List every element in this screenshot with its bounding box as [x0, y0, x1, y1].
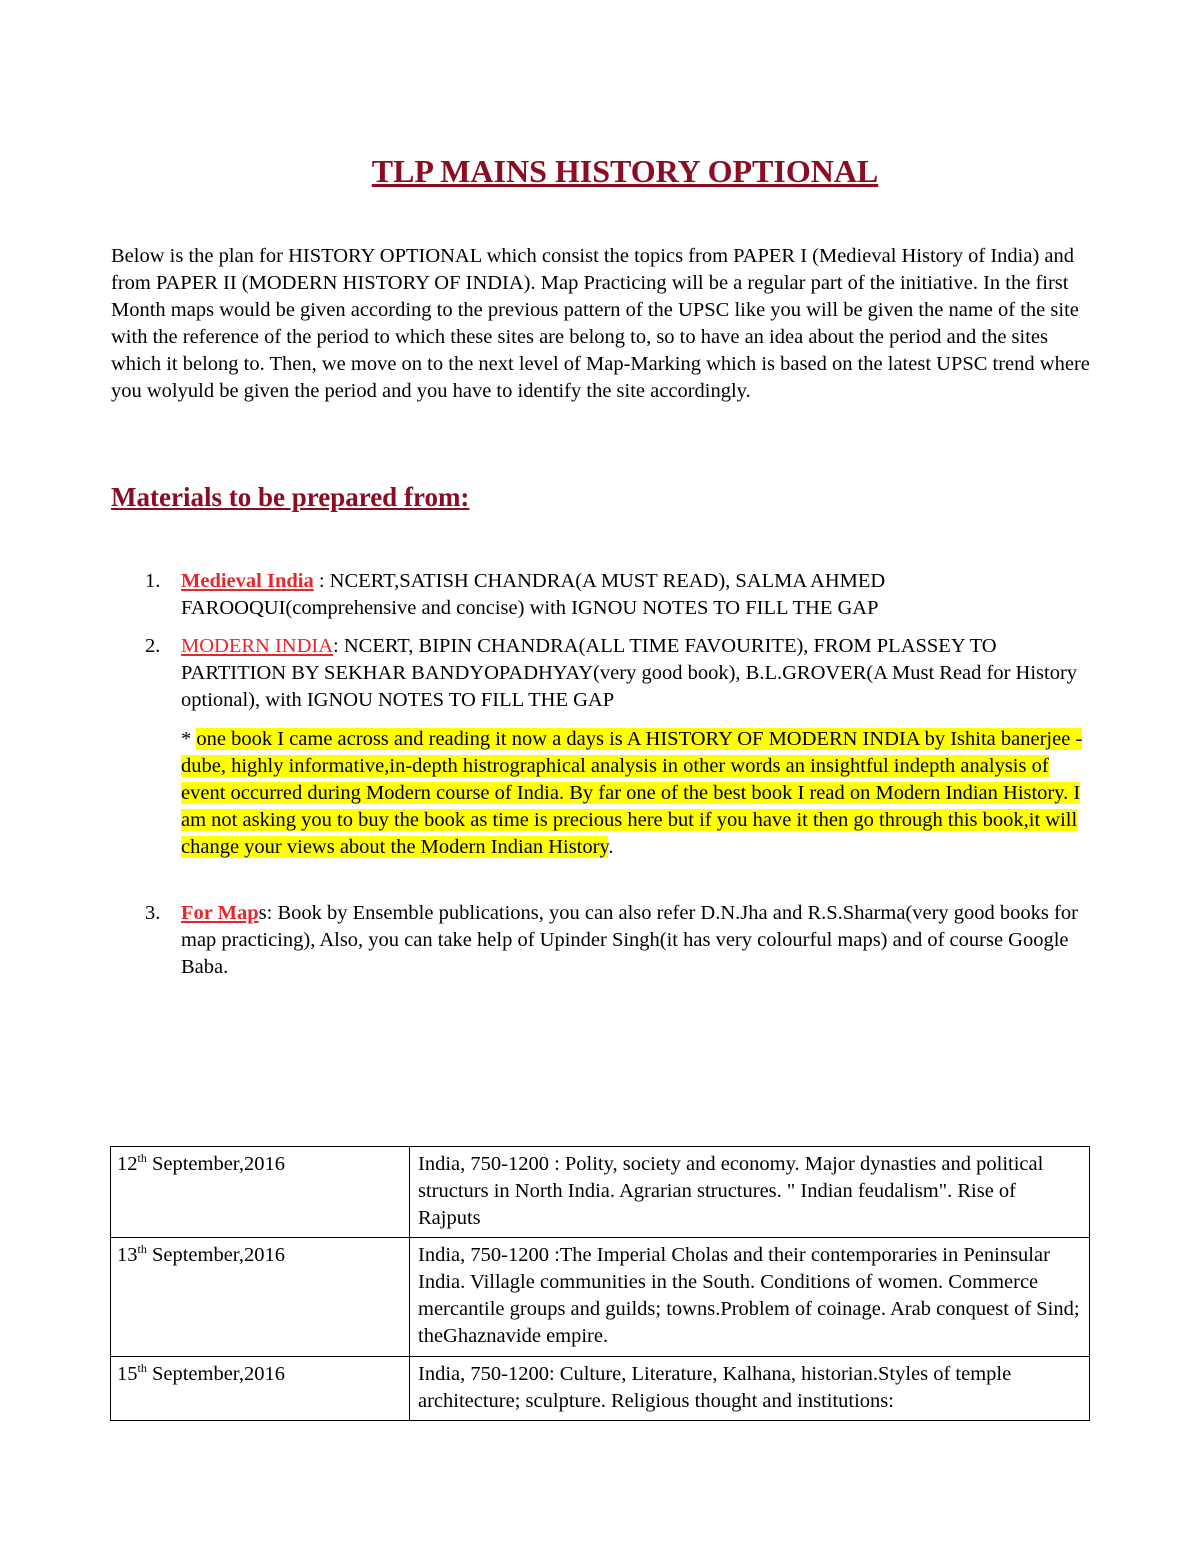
date-cell: 13th September,2016: [111, 1238, 410, 1357]
date-cell: 12th September,2016: [111, 1147, 410, 1238]
item-label-modern-india: MODERN INDIA: [181, 635, 334, 657]
highlighted-note-text: one book I came across and reading it now a days is A HISTORY OF MODERN INDIA by Ishita banerjee -dube, highly informative,in-depth histrographical analysis in other words an insightful indepth analysis of event occurred during Modern course of India. By far one of the best book I read on Modern Indian History. I am not asking you to buy the book as time is precious here but if you have it then go through this book,it will change your views about the Modern Indian History: [181, 728, 1083, 858]
topic-cell: India, 750-1200 : Polity, society and economy. Major dynasties and political structurs in North India. Agrarian structures. " Indian feudalism". Rise of Rajputs: [410, 1147, 1090, 1238]
list-item-modern-india: [145, 633, 1091, 714]
item-label-medieval-india: Medieval India: [181, 570, 314, 592]
list-number: 3.: [145, 902, 161, 924]
item-label-for-maps: For Map: [181, 902, 259, 924]
item-text: : NCERT,SATISH CHANDRA(A MUST READ), SALMA AHMED FAROOQUI(comprehensive and concise) with IGNOU NOTES TO FILL THE GAP: [181, 570, 886, 619]
item-text: s: Book by Ensemble publications, you can also refer D.N.Jha and R.S.Sharma(very good books for map practicing), Also, you can take help of Upinder Singh(it has very colourful maps) and of course Google Baba.: [181, 902, 1078, 978]
list-item-medieval-india: [145, 568, 1091, 622]
note-end: .: [608, 836, 614, 858]
note-asterisk: *: [181, 728, 197, 750]
list-number: 1.: [145, 570, 161, 592]
list-item-for-maps: [145, 900, 1091, 981]
schedule-table: [110, 1146, 1090, 1421]
list-number: 2.: [145, 635, 161, 657]
topic-cell: India, 750-1200 :The Imperial Cholas and their contemporaries in Peninsular India. Villagle communities in the South. Conditions of women. Commerce mercantile groups and guilds; towns.Problem of coinage. Arab conquest of Sind; theGhaznavide empire.: [410, 1238, 1090, 1357]
topic-cell: India, 750-1200: Culture, Literature, Kalhana, historian.Styles of temple architecture; sculpture. Religious thought and institutions:: [410, 1357, 1090, 1421]
intro-paragraph: Below is the plan for HISTORY OPTIONAL which consist the topics from PAPER I (Medieval History of India) and from PAPER II (MODERN HISTORY OF INDIA). Map Practicing will be a regular part of the initiative. In the first Month maps would be given according to the previous pattern of the UPSC like you will be given the name of the site with the reference of the period to which these sites are belong to, so to have an idea about the period and the sites which it belong to. Then, we move on to the next level of Map-Marking which is based on the latest UPSC trend where you wolyuld be given the period and you have to identify the site accordingly.: [111, 245, 1090, 402]
table-row: [111, 1147, 1090, 1238]
table-row: [111, 1357, 1090, 1421]
book-recommendation-note: [181, 726, 1091, 861]
table-row: [111, 1238, 1090, 1357]
document-title: TLP MAINS HISTORY OPTIONAL: [371, 153, 879, 189]
materials-heading: Materials to be prepared from:: [111, 482, 470, 512]
item-text: : NCERT, BIPIN CHANDRA(ALL TIME FAVOURITE), FROM PLASSEY TO PARTITION BY SEKHAR BANDYOPADHYAY(very good book), B.L.GROVER(A Must Read for History optional), with IGNOU NOTES TO FILL THE GAP: [181, 635, 1078, 711]
date-cell: 15th September,2016: [111, 1357, 410, 1421]
